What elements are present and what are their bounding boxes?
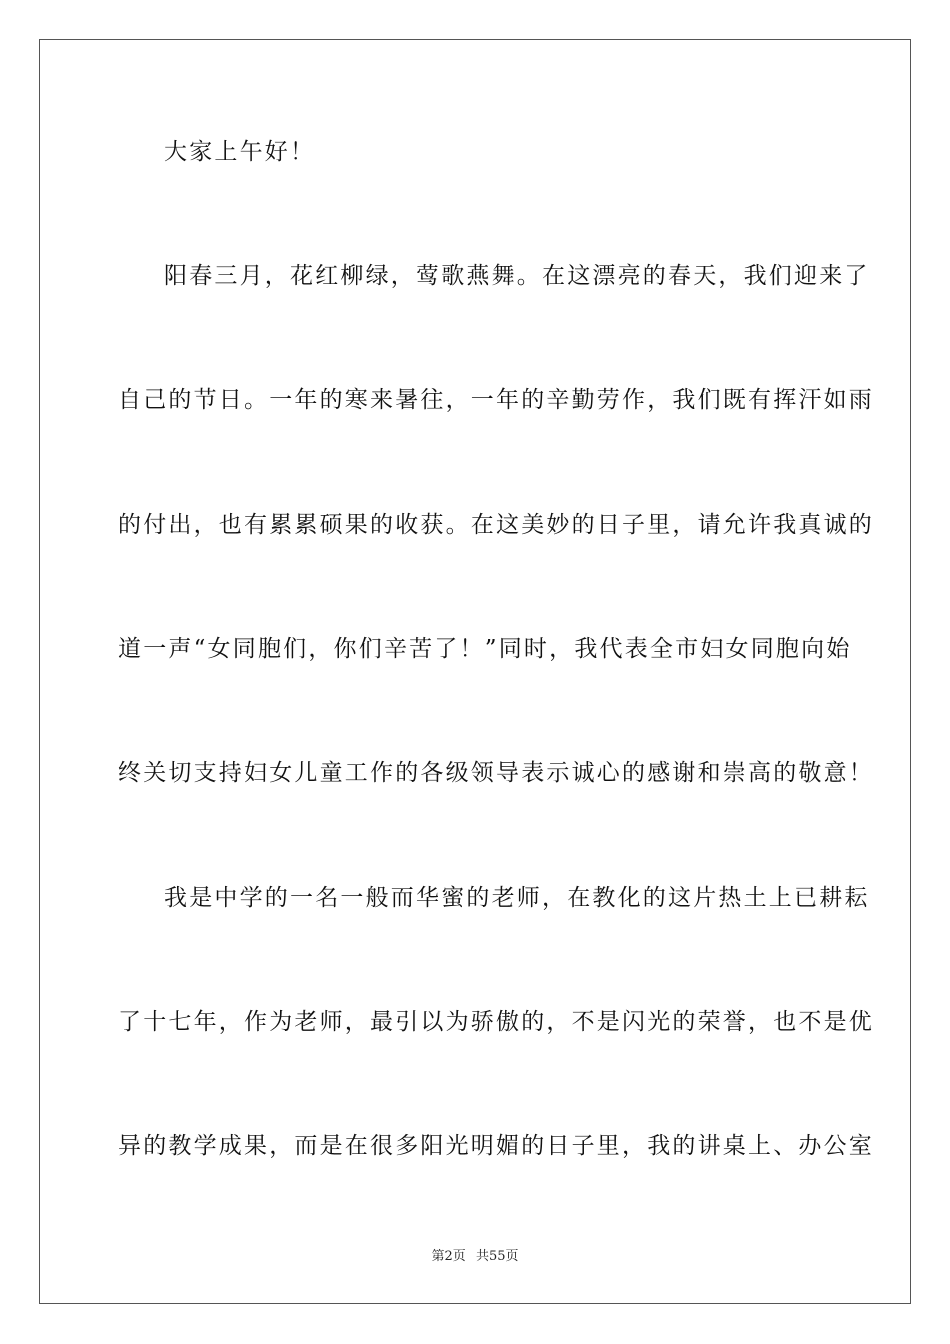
paragraph-line: 终关切支持妇女儿童工作的各级领导表示诚心的感谢和崇高的敬意！ [118,760,874,786]
paragraph-line: 我是中学的一名一般而华蜜的老师，在教化的这片热土上已耕耘 [164,885,870,911]
page-number: 第2页 [431,1249,466,1264]
paragraph-line: 阳春三月，花红柳绿，莺歌燕舞。在这漂亮的春天，我们迎来了 [164,263,870,289]
paragraph-line: 道一声“女同胞们，你们辛苦了！”同时，我代表全市妇女同胞向始 [118,636,852,662]
paragraph-line: 异的教学成果，而是在很多阳光明媚的日子里，我的讲桌上、办公室 [118,1133,874,1159]
paragraph-line: 了十七年，作为老师，最引以为骄傲的，不是闪光的荣誉，也不是优 [118,1009,874,1035]
page-border [39,39,911,1304]
page-footer [0,1248,950,1266]
paragraph-line: 的付出，也有累累硕果的收获。在这美妙的日子里，请允许我真诚的 [118,512,874,538]
page-count: 共55页 [475,1249,519,1264]
greeting-line: 大家上午好！ [164,139,316,165]
paragraph-line: 自己的节日。一年的寒来暑往，一年的辛勤劳作，我们既有挥汗如雨 [118,387,874,413]
